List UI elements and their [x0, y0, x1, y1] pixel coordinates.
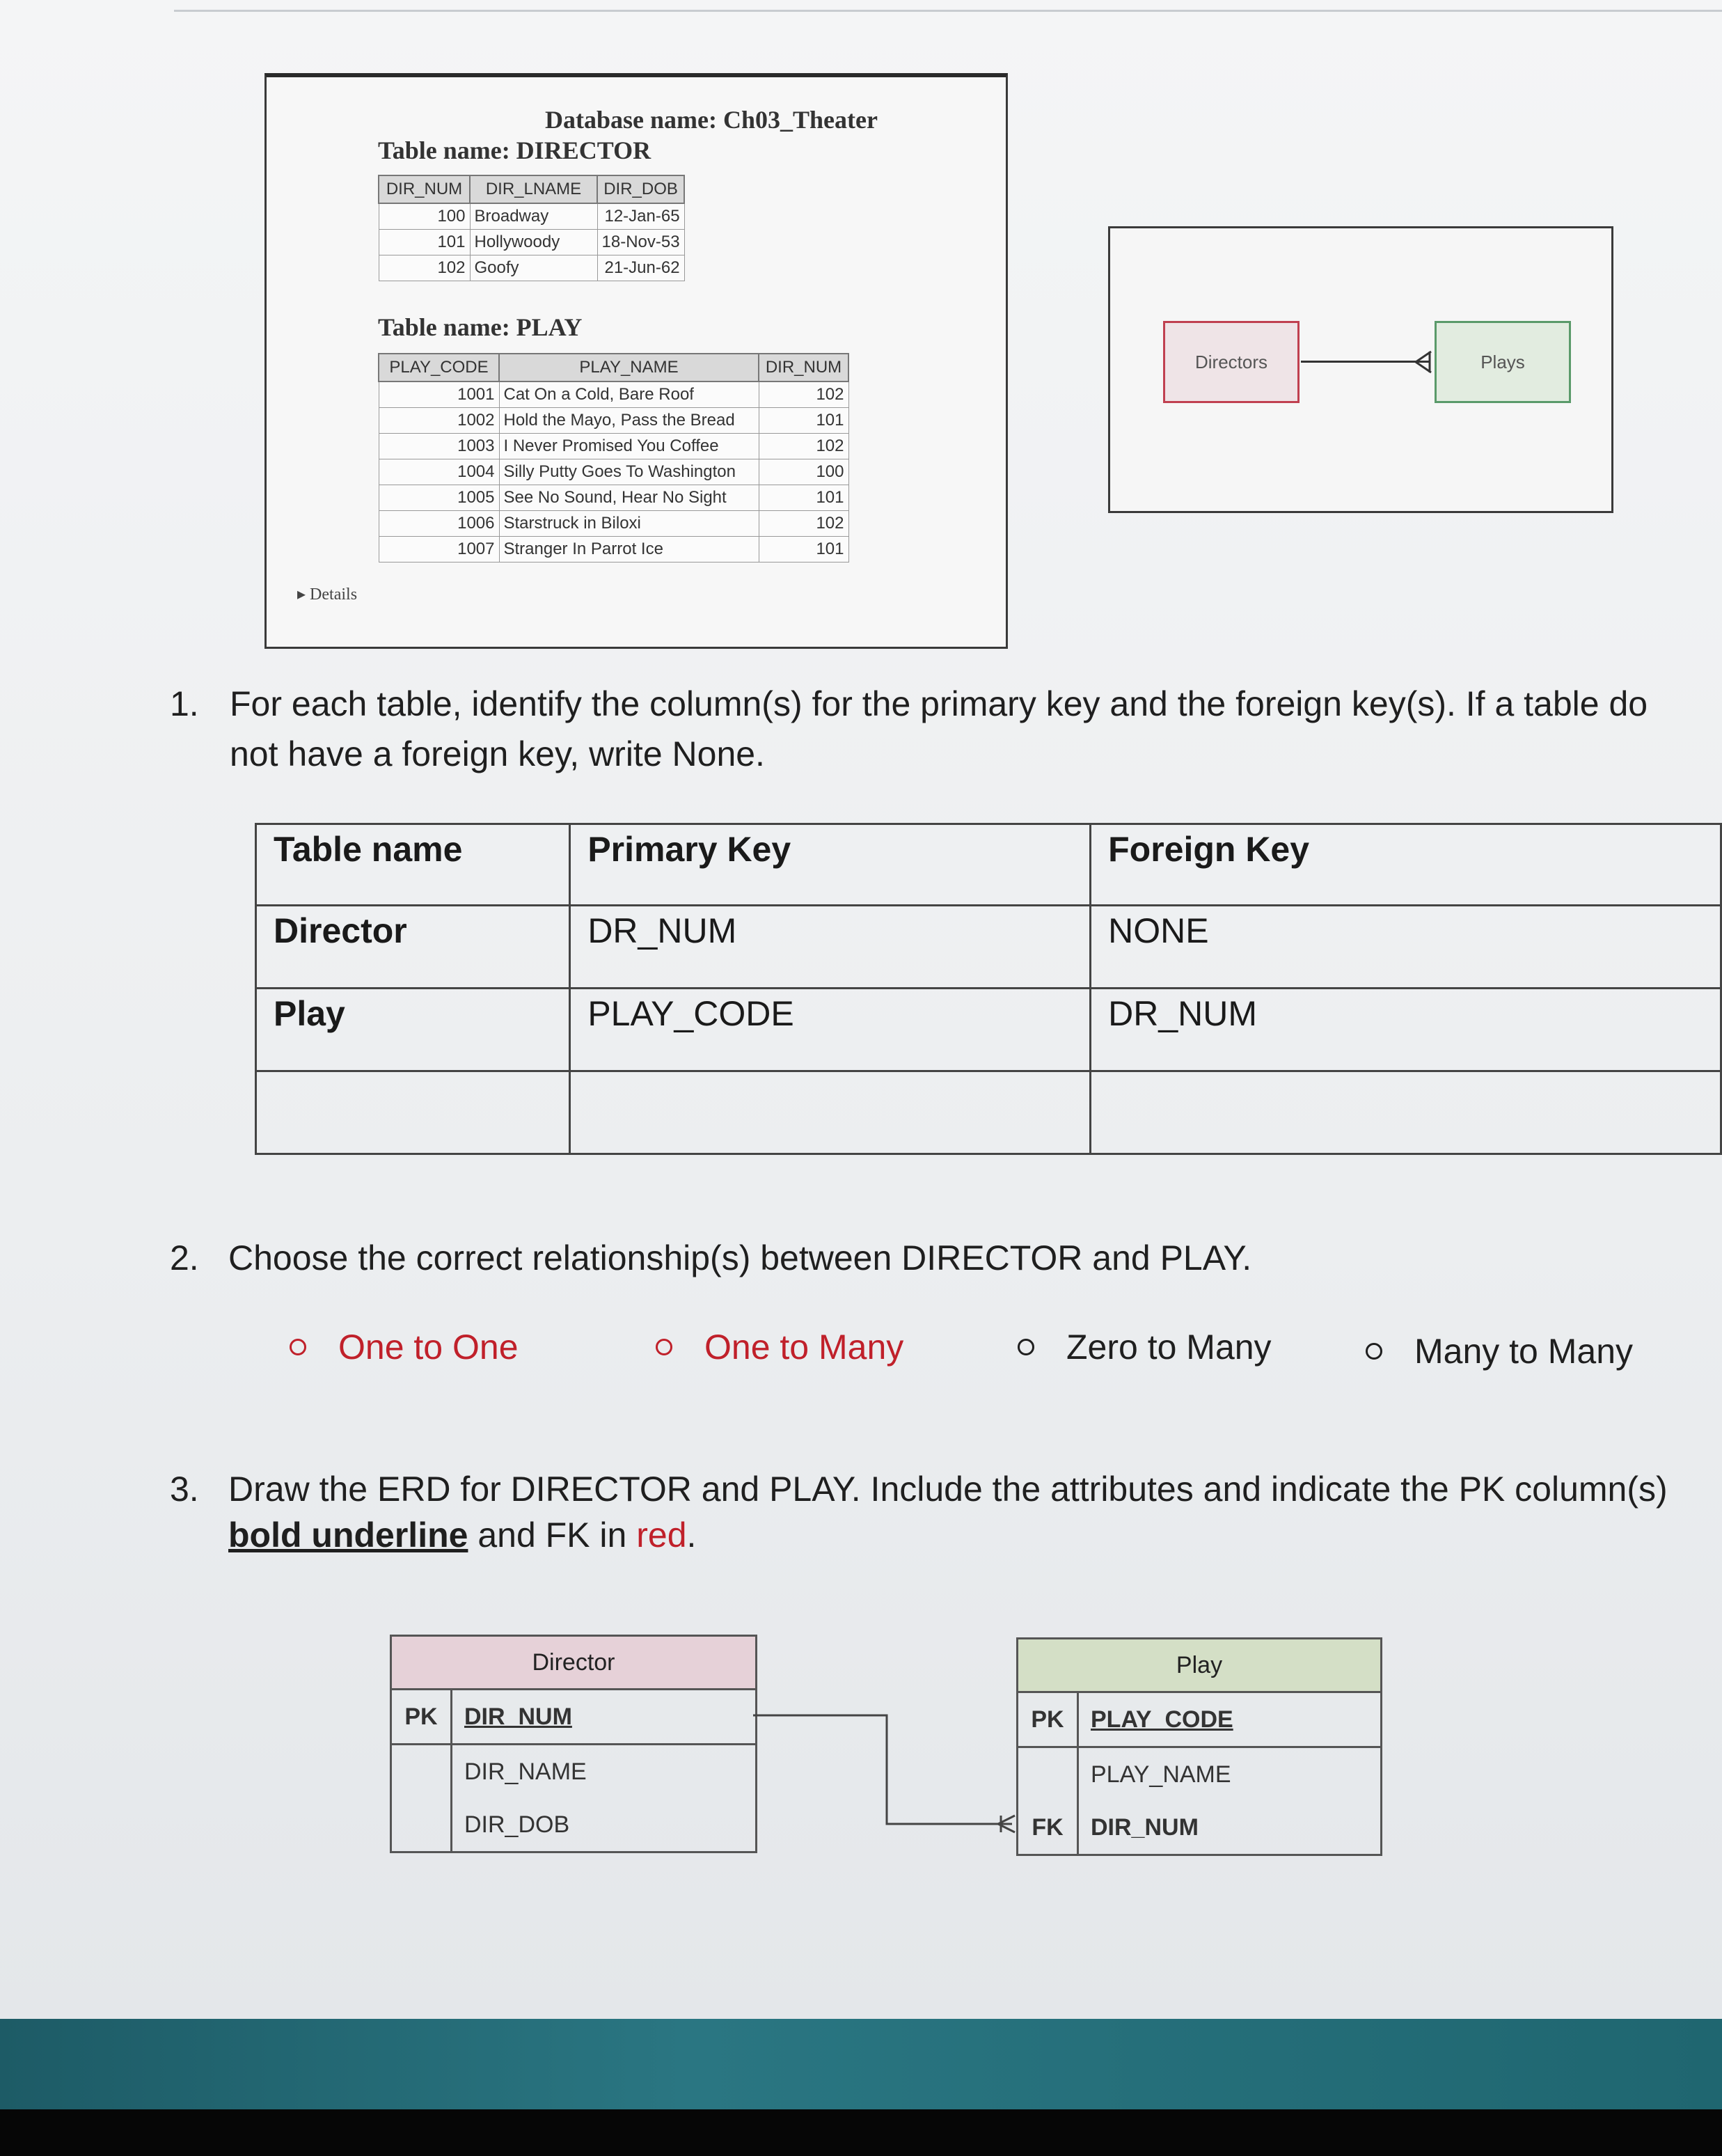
- option-one-to-many[interactable]: [656, 1327, 903, 1367]
- database-title: Database name: Ch03_Theater: [545, 106, 878, 134]
- radio-circle-icon: [290, 1339, 306, 1355]
- table-cell: Hold the Mayo, Pass the Bread: [499, 408, 759, 434]
- table-cell: Cat On a Cold, Bare Roof: [499, 381, 759, 408]
- question-3-text-line1: Draw the ERD for DIRECTOR and PLAY. Include the attributes and indicate the PK column(s): [228, 1470, 1668, 1509]
- table-cell: 101: [759, 537, 848, 562]
- crows-foot-icon: [1414, 350, 1435, 374]
- table-row: [379, 485, 848, 511]
- option-label: One to One: [338, 1328, 519, 1367]
- header-foreign-key: Foreign Key: [1091, 824, 1721, 906]
- attribute-row: [392, 1745, 755, 1798]
- table-row: [379, 230, 684, 255]
- table-cell: 100: [759, 459, 848, 485]
- play-entity: [1016, 1637, 1382, 1856]
- table-cell: Hollywoody: [470, 230, 597, 255]
- table-cell: Silly Putty Goes To Washington: [499, 459, 759, 485]
- table-cell: 18-Nov-53: [597, 230, 684, 255]
- question-1-text-line2: not have a foreign key, write None.: [230, 734, 765, 773]
- table-row: [379, 434, 848, 459]
- table-row: [379, 511, 848, 537]
- table-row: [379, 255, 684, 281]
- table-header-row: [256, 824, 1721, 906]
- radio-circle-icon: [1018, 1339, 1034, 1355]
- attribute-row: [392, 1690, 755, 1745]
- table-cell: 1004: [379, 459, 499, 485]
- attribute-name: DIR_NUM: [1091, 1813, 1199, 1841]
- er-overview-diagram: [1108, 226, 1613, 513]
- director-table-title: Table name: DIRECTOR: [378, 136, 651, 164]
- column-header: DIR_LNAME: [470, 175, 597, 203]
- table-cell[interactable]: Play: [256, 989, 570, 1071]
- entity-title: Director: [392, 1637, 755, 1690]
- table-row: [256, 1071, 1721, 1154]
- option-label: One to Many: [704, 1328, 904, 1367]
- question-3-text-line2: [228, 1515, 696, 1555]
- attribute-name: DIR_DOB: [464, 1811, 570, 1838]
- attribute-row: [1018, 1693, 1380, 1748]
- table-row: [379, 459, 848, 485]
- table-cell: 12-Jan-65: [597, 203, 684, 230]
- table-row: [379, 537, 848, 562]
- table-cell: I Never Promised You Coffee: [499, 434, 759, 459]
- column-header: PLAY_CODE: [379, 354, 499, 381]
- table-cell: 101: [759, 485, 848, 511]
- question-2-number: 2.: [170, 1238, 199, 1277]
- table-cell: 1002: [379, 408, 499, 434]
- table-cell[interactable]: [1091, 1071, 1721, 1154]
- relationship-line: [1301, 361, 1430, 363]
- radio-circle-icon: [656, 1339, 672, 1355]
- table-cell: 101: [759, 408, 848, 434]
- bold-underline-text: bold underline: [228, 1516, 468, 1555]
- radio-circle-icon: [1366, 1343, 1382, 1360]
- director-entity: [390, 1635, 757, 1853]
- question-1-number: 1.: [170, 684, 199, 723]
- table-cell: 102: [379, 255, 470, 281]
- play-table-title: Table name: PLAY: [378, 313, 583, 341]
- option-zero-to-many[interactable]: [1018, 1327, 1272, 1367]
- column-header: DIR_NUM: [759, 354, 848, 381]
- table-cell[interactable]: DR_NUM: [1091, 989, 1721, 1071]
- key-marker: FK: [1032, 1813, 1064, 1841]
- table-cell: 102: [759, 434, 848, 459]
- attribute-name: DIR_NAME: [464, 1758, 587, 1785]
- period-text: .: [686, 1516, 697, 1555]
- plain-text: and FK in: [468, 1516, 637, 1555]
- table-cell[interactable]: [256, 1071, 570, 1154]
- table-row: [256, 989, 1721, 1071]
- table-cell: 101: [379, 230, 470, 255]
- table-cell: See No Sound, Hear No Sight: [499, 485, 759, 511]
- question-2-text: Choose the correct relationship(s) between DIRECTOR and PLAY.: [228, 1238, 1252, 1277]
- table-cell[interactable]: PLAY_CODE: [570, 989, 1091, 1071]
- table-cell[interactable]: DR_NUM: [570, 906, 1091, 989]
- option-label: Many to Many: [1414, 1332, 1634, 1371]
- table-cell: 1006: [379, 511, 499, 537]
- key-marker: PK: [1031, 1706, 1064, 1733]
- taskbar: [0, 2019, 1722, 2109]
- play-data-table: [378, 353, 849, 562]
- attribute-name: DIR_NUM: [464, 1703, 572, 1730]
- entity-title: Play: [1018, 1639, 1380, 1693]
- table-cell[interactable]: NONE: [1091, 906, 1721, 989]
- red-text: red: [636, 1516, 687, 1555]
- table-cell: 1005: [379, 485, 499, 511]
- table-cell: 21-Jun-62: [597, 255, 684, 281]
- monitor-bezel: [0, 2109, 1722, 2156]
- erd-relationship-line: [753, 1706, 1018, 1838]
- column-header: PLAY_NAME: [499, 354, 759, 381]
- question-1-text-line1: For each table, identify the column(s) for the primary key and the foreign key(s). If a table do: [230, 684, 1648, 723]
- option-label: Zero to Many: [1066, 1328, 1272, 1367]
- table-row: [379, 381, 848, 408]
- table-cell: Stranger In Parrot Ice: [499, 537, 759, 562]
- details-label: Details: [310, 585, 358, 604]
- key-marker: PK: [404, 1703, 438, 1730]
- table-row: [379, 408, 848, 434]
- table-cell: 1007: [379, 537, 499, 562]
- table-cell: Goofy: [470, 255, 597, 281]
- table-cell: Broadway: [470, 203, 597, 230]
- director-data-table: [378, 175, 685, 281]
- table-row: [379, 203, 684, 230]
- plays-entity-box: Plays: [1435, 321, 1571, 403]
- database-figure: [264, 73, 1008, 649]
- table-cell: 102: [759, 381, 848, 408]
- attribute-row: [1018, 1748, 1380, 1801]
- details-toggle[interactable]: [297, 584, 357, 604]
- table-cell: 1003: [379, 434, 499, 459]
- answer-table: [255, 823, 1722, 1155]
- column-header: DIR_NUM: [379, 175, 470, 203]
- table-cell: 1001: [379, 381, 499, 408]
- header-table-name: Table name: [256, 824, 570, 906]
- table-cell: 100: [379, 203, 470, 230]
- triangle-right-icon: ▸: [297, 585, 306, 604]
- header-primary-key: Primary Key: [570, 824, 1091, 906]
- option-one-to-one[interactable]: [290, 1327, 519, 1367]
- attribute-name: PLAY_CODE: [1091, 1706, 1233, 1733]
- table-cell[interactable]: Director: [256, 906, 570, 989]
- directors-entity-box: Directors: [1163, 321, 1300, 403]
- top-divider: [174, 10, 1722, 12]
- attribute-row: [1018, 1801, 1380, 1854]
- option-many-to-many[interactable]: [1366, 1331, 1633, 1371]
- attribute-row: [392, 1798, 755, 1851]
- attribute-name: PLAY_NAME: [1091, 1761, 1231, 1788]
- question-3-number: 3.: [170, 1470, 199, 1509]
- table-cell: Starstruck in Biloxi: [499, 511, 759, 537]
- table-row: [256, 906, 1721, 989]
- table-cell: 102: [759, 511, 848, 537]
- column-header: DIR_DOB: [597, 175, 684, 203]
- table-cell[interactable]: [570, 1071, 1091, 1154]
